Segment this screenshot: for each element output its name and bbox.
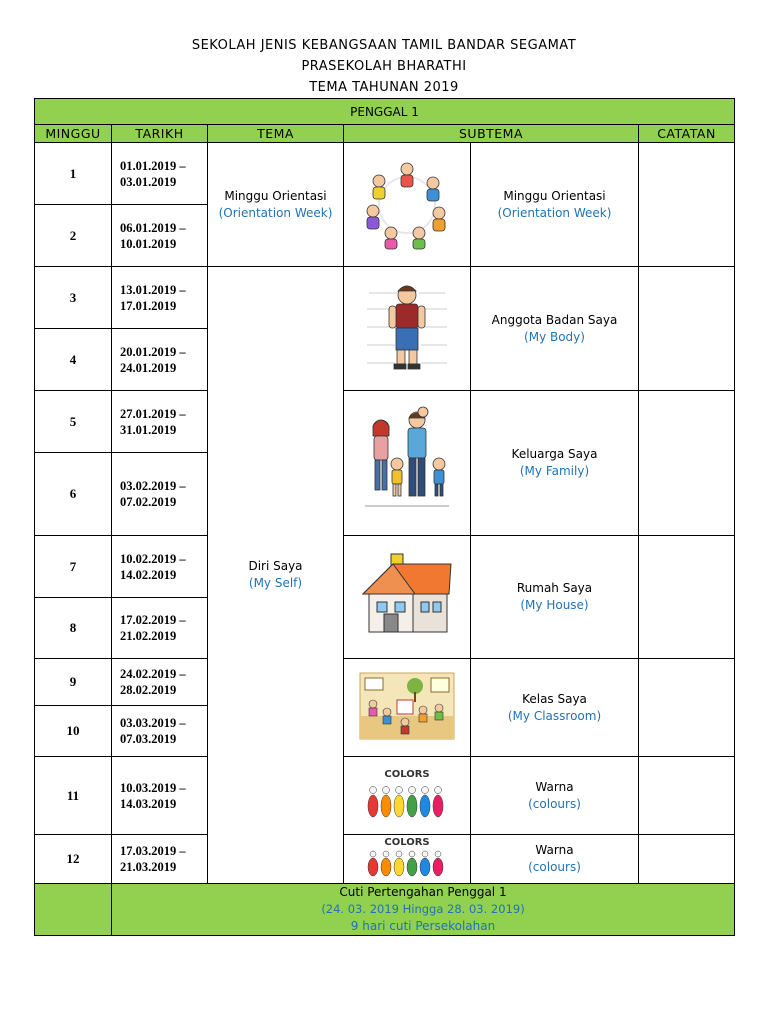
holiday-note: 9 hari cuti Persekolahan (350, 919, 496, 933)
colors-word: COLORS (384, 768, 430, 780)
catatan-cell (639, 835, 735, 884)
table-row (35, 391, 735, 453)
colors-word: COLORS (384, 837, 430, 848)
subtheme-label-en: (Orientation Week) (497, 205, 612, 220)
holiday-title: Cuti Pertengahan Penggal 1 (339, 885, 507, 899)
subtheme-cell (471, 835, 639, 884)
col-tarikh: TARIKH (112, 125, 208, 143)
subtheme-label: Keluarga Saya (511, 447, 598, 461)
subtheme-cell (471, 659, 639, 757)
subtheme-label-en: (My Family) (519, 464, 590, 478)
table-row (35, 757, 735, 835)
table-row (35, 267, 735, 329)
week-number: 1 (35, 143, 112, 205)
body-parts-boy-illustration (359, 279, 455, 375)
week-dates: 17.03.2019 – 21.03.2019 (112, 835, 208, 884)
week-number: 10 (35, 706, 112, 757)
colors-bowling-pins-illustration (365, 766, 449, 822)
subtheme-label-en: (My Classroom) (507, 708, 602, 723)
holiday-row (35, 884, 735, 936)
week-number: 12 (35, 835, 112, 884)
school-name: SEKOLAH JENIS KEBANGSAAN TAMIL BANDAR SEGAMAT (191, 38, 577, 53)
subtheme-label-en: (colours) (528, 860, 581, 874)
week-number: 6 (35, 453, 112, 536)
theme-label-en: (My Self) (248, 576, 303, 590)
colors-bowling-pins-illustration (365, 835, 449, 879)
theme-cell (208, 143, 344, 267)
col-subtema: SUBTEMA (344, 125, 639, 143)
theme-label-en: (Orientation Week) (218, 205, 333, 220)
theme-label: Minggu Orientasi (224, 188, 327, 203)
catatan-cell (639, 659, 735, 757)
week-dates: 06.01.2019 – 10.01.2019 (112, 205, 208, 267)
subtheme-image-family (344, 391, 471, 536)
subtheme-label: Warna (535, 779, 574, 794)
catatan-cell (639, 536, 735, 659)
document-title: TEMA TAHUNAN 2019 (309, 80, 459, 95)
catatan-cell (639, 391, 735, 536)
catatan-cell (639, 757, 735, 835)
classroom-illustration (359, 672, 455, 740)
subtheme-cell (471, 143, 639, 267)
table-row (35, 536, 735, 598)
house-illustration (357, 550, 457, 640)
schedule-table (34, 98, 735, 936)
week-number: 7 (35, 536, 112, 598)
subtheme-image-orientation (344, 143, 471, 267)
holiday-cell (112, 884, 735, 936)
catatan-cell (639, 143, 735, 267)
catatan-cell (639, 267, 735, 391)
col-tema: TEMA (208, 125, 344, 143)
week-dates: 17.02.2019 – 21.02.2019 (112, 598, 208, 659)
holiday-dates: (24. 03. 2019 Hingga 28. 03. 2019) (321, 902, 525, 916)
children-circle-illustration (359, 155, 455, 251)
table-row (35, 143, 735, 205)
week-dates: 10.02.2019 – 14.02.2019 (112, 536, 208, 598)
week-dates: 10.03.2019 – 14.03.2019 (112, 757, 208, 835)
family-illustration (357, 406, 457, 516)
subtheme-label-en: (My House) (520, 598, 589, 612)
week-number: 2 (35, 205, 112, 267)
week-number: 3 (35, 267, 112, 329)
week-number: 9 (35, 659, 112, 706)
subtheme-label: Warna (535, 843, 574, 857)
subtheme-image-body (344, 267, 471, 391)
theme-label: Diri Saya (248, 559, 303, 573)
subtheme-image-colours (344, 835, 471, 884)
week-dates: 03.02.2019 – 07.02.2019 (112, 453, 208, 536)
subtheme-label: Anggota Badan Saya (491, 312, 618, 327)
holiday-blank-cell (35, 884, 112, 936)
week-dates: 01.01.2019 – 03.01.2019 (112, 143, 208, 205)
week-number: 11 (35, 757, 112, 835)
week-number: 5 (35, 391, 112, 453)
week-number: 8 (35, 598, 112, 659)
subtheme-label-en: (My Body) (524, 329, 585, 344)
week-dates: 13.01.2019 – 17.01.2019 (112, 267, 208, 329)
subtheme-label: Kelas Saya (522, 691, 587, 706)
subtheme-cell (471, 267, 639, 391)
subtheme-label-en: (colours) (528, 796, 581, 811)
theme-cell (208, 267, 344, 884)
subtheme-image-house (344, 536, 471, 659)
subtheme-label: Rumah Saya (516, 581, 593, 595)
subtheme-image-colours (344, 757, 471, 835)
week-dates: 24.02.2019 – 28.02.2019 (112, 659, 208, 706)
col-minggu: MINGGU (35, 125, 112, 143)
week-dates: 20.01.2019 – 24.01.2019 (112, 329, 208, 391)
term-header: PENGGAL 1 (35, 99, 735, 125)
preschool-name: PRASEKOLAH BHARATHI (301, 59, 467, 74)
week-dates: 27.01.2019 – 31.01.2019 (112, 391, 208, 453)
table-row (35, 835, 735, 884)
subtheme-image-classroom (344, 659, 471, 757)
week-dates: 03.03.2019 – 07.03.2019 (112, 706, 208, 757)
subtheme-label: Minggu Orientasi (503, 188, 606, 203)
subtheme-cell (471, 536, 639, 659)
col-catatan: CATATAN (639, 125, 735, 143)
table-row (35, 659, 735, 706)
subtheme-cell (471, 757, 639, 835)
subtheme-cell (471, 391, 639, 536)
week-number: 4 (35, 329, 112, 391)
